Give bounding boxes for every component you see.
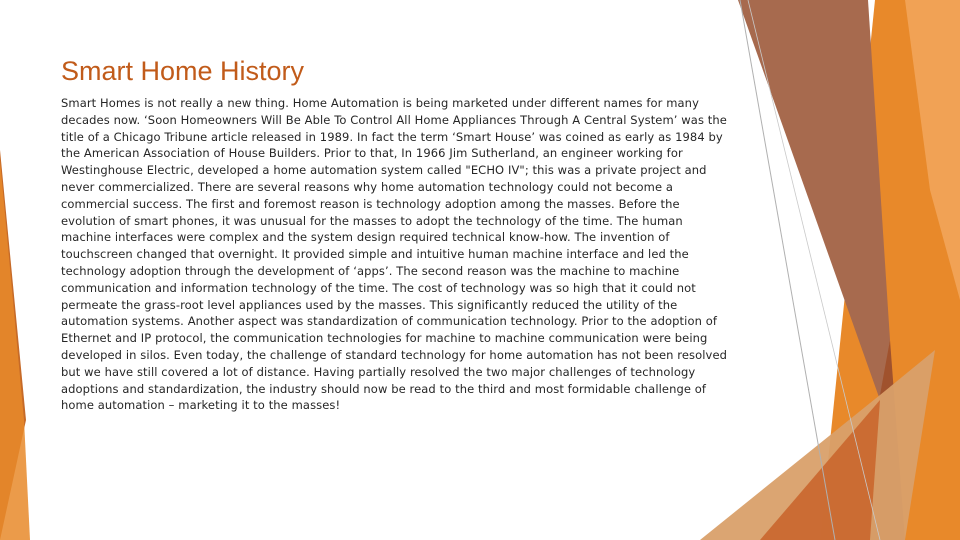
slide-body-text: Smart Homes is not really a new thing. Home Automation is being marketed under different names for many decades now. ‘Soon Homeowners Will Be Able To Control All Home Appliances Through A Central System’ was the title of a Chicago Tribune article released in 1989. In fact the term ‘Smart House’ was coined as early as 1984 by the American Association of House Builders. Prior to that, In 1966 Jim Sutherland, an engineer working for Westinghouse Electric, developed a home automation system called "ECHO IV"; this was a private project and never commercialized. There are several reasons why home automation technology could not become a commercial success. The first and foremost reason is technology adoption among the masses. Before the evolution of smart phones, it was unusual for the masses to adopt the technology of the time. The human machine interfaces were complex and the system design required technical know-how. The invention of touchscreen changed that overnight. It provided simple and intuitive human machine interface and led the technology adoption through the development of ‘apps’. The second reason was the machine to machine communication and information technology of the time. The cost of technology was so high that it could not permeate the grass-root level appliances used by the masses. This significantly reduced the utility of the automation systems. Another aspect was standardization of communication technology. Prior to the adoption of Ethernet and IP protocol, the communication technologies for machine to machine communication were being developed in silos. Even today, the challenge of standard technology for home automation has not been resolved but we have still covered a lot of distance. Having partially resolved the two major challenges of technology adoptions and standardization, the industry should now be read to the third and most formidable challenge of home automation – marketing it to the masses! bbox=[61, 96, 728, 413]
left-facet-light bbox=[0, 160, 30, 540]
right-facet-mid bbox=[760, 400, 880, 540]
right-facet-brown bbox=[738, 0, 890, 400]
slide-title: Smart Home History bbox=[61, 56, 305, 86]
